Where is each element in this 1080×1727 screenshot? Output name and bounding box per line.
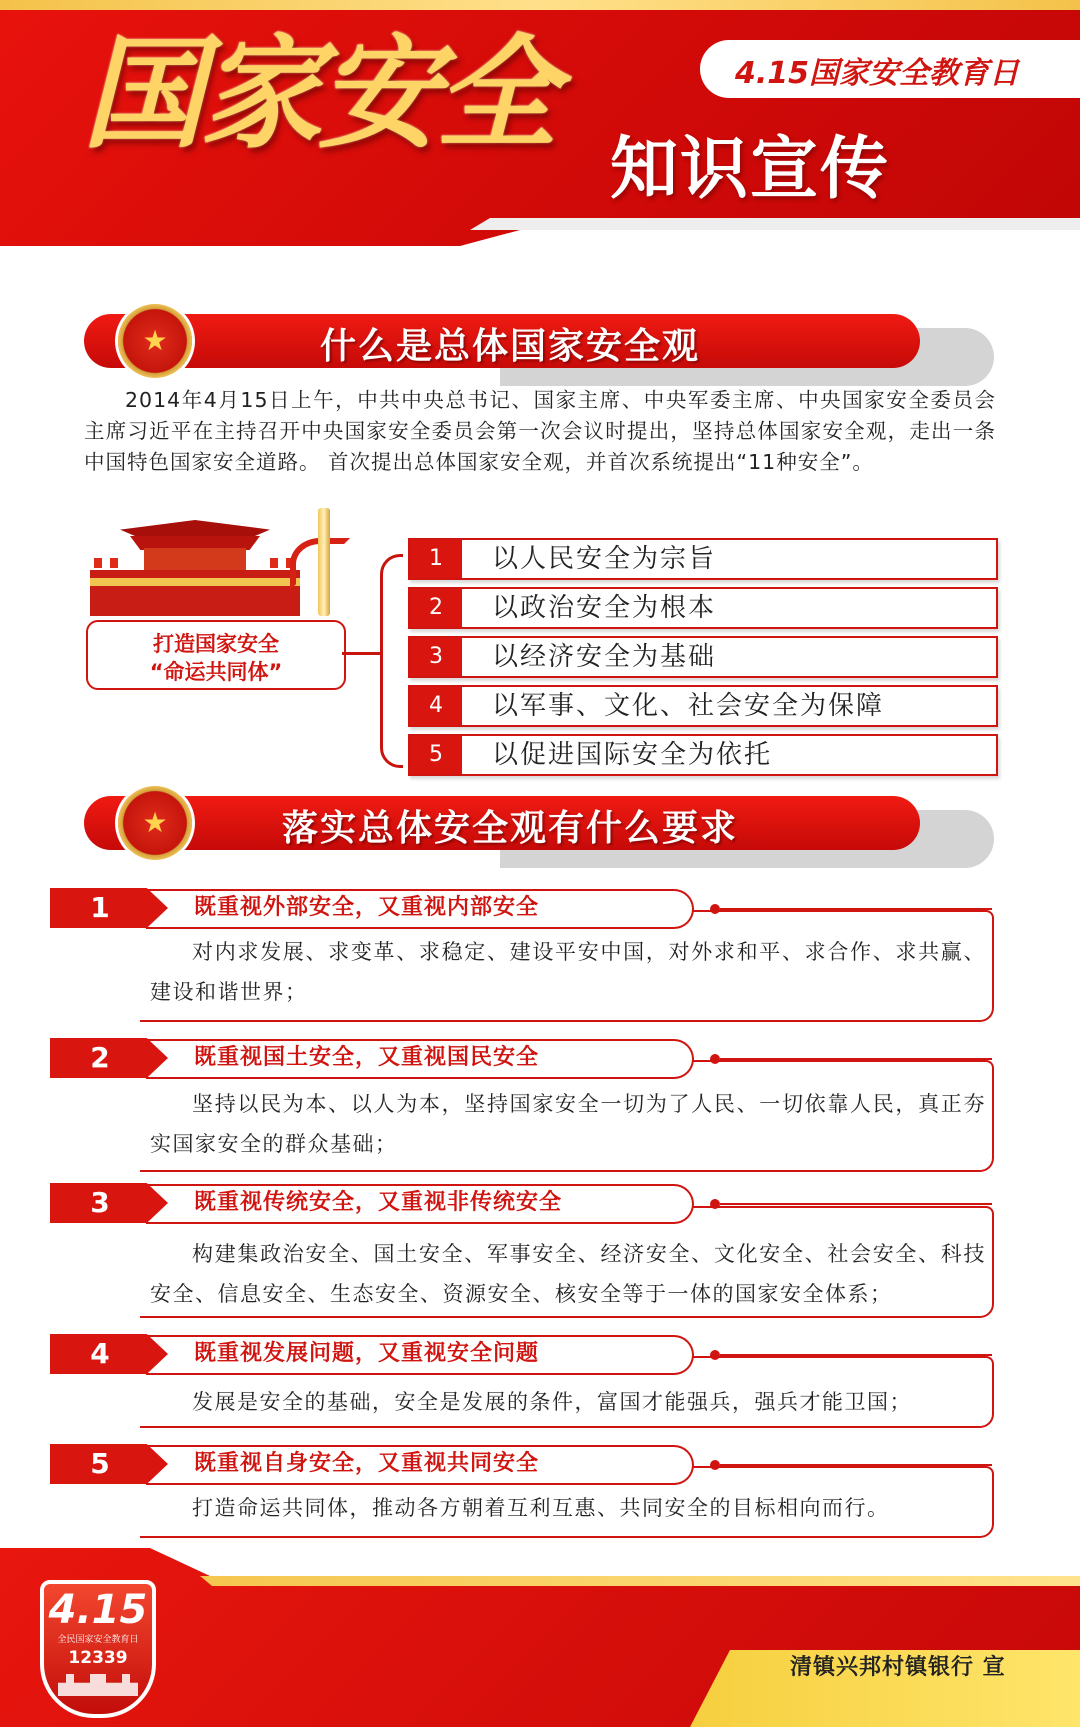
flag-icon bbox=[270, 558, 278, 568]
day-badge-text: 4.15国家安全教育日 bbox=[735, 56, 1020, 91]
section2-title: 落实总体安全观有什么要求 bbox=[282, 808, 739, 849]
main-title: 国家安全 bbox=[82, 21, 554, 165]
requirement-title: 既重视传统安全，又重视非传统安全 bbox=[194, 1190, 563, 1215]
connector-line bbox=[342, 652, 382, 655]
tiananmen-wall bbox=[90, 570, 300, 616]
intro-paragraph: 2014年4月15日上午，中共中央总书记、国家主席、中央军委主席、中央国家安全委员会主席习近平在主持召开中央国家安全委员会第一次会议时提出，坚持总体国家安全观，走出一条中国特色国家安全道路。 首次提出总体国家安全观，并首次系统提出“11种安全”。 bbox=[84, 388, 996, 474]
footer-banner bbox=[0, 1548, 1080, 1727]
requirement-title: 既重视国土安全，又重视国民安全 bbox=[194, 1045, 540, 1070]
pillar-text: 以军事、文化、社会安全为保障 bbox=[492, 691, 885, 721]
requirement-dot bbox=[710, 904, 720, 914]
requirement-title: 既重视外部安全，又重视内部安全 bbox=[194, 895, 540, 920]
requirement-body: 发展是安全的基础，安全是发展的条件，富国才能强兵，强兵才能卫国； bbox=[192, 1390, 912, 1414]
requirement-body: 对内求发展、求变革、求稳定、建设平安中国，对外求和平、求合作、求共赢、建设和谐世界； bbox=[150, 940, 986, 1004]
section1-title: 什么是总体国家安全观 bbox=[320, 326, 701, 367]
pillar-text: 以促进国际安全为依托 bbox=[492, 740, 773, 770]
brace-bracket bbox=[380, 554, 403, 768]
header-banner bbox=[0, 0, 1080, 268]
pillar-text: 以政治安全为根本 bbox=[492, 593, 717, 623]
unity-line2: “命运共同体” bbox=[149, 660, 283, 684]
requirement-number: 3 bbox=[90, 1186, 110, 1219]
requirement-number: 1 bbox=[90, 891, 110, 924]
requirement-dot bbox=[710, 1054, 720, 1064]
pillar-text: 以人民安全为宗旨 bbox=[492, 544, 717, 574]
unity-line1: 打造国家安全 bbox=[153, 632, 279, 656]
shield-hotline: 12339 bbox=[68, 1648, 128, 1668]
pillar-number: 5 bbox=[410, 736, 462, 774]
tiananmen-wall-band bbox=[90, 578, 300, 586]
requirement-number: 5 bbox=[90, 1447, 110, 1480]
requirement-number: 2 bbox=[90, 1041, 110, 1074]
huabiao-pillar bbox=[318, 508, 330, 616]
tiananmen-hall bbox=[144, 548, 246, 572]
requirement-body: 构建集政治安全、国土安全、军事安全、经济安全、文化安全、社会安全、科技安全、信息安全、生态安全、资源安全、核安全等于一体的国家安全体系； bbox=[150, 1242, 986, 1306]
pillar-item bbox=[408, 685, 998, 727]
requirement-body: 打造命运共同体，推动各方朝着互利互惠、共同安全的目标相向而行。 bbox=[192, 1496, 890, 1520]
pillar-text: 以经济安全为基础 bbox=[492, 642, 717, 672]
national-emblem-icon: ★ bbox=[118, 786, 192, 860]
header-gold-stripe bbox=[0, 0, 1080, 10]
unity-box bbox=[86, 620, 346, 690]
footer-gold-stripe bbox=[200, 1576, 1080, 1586]
national-emblem-icon: ★ bbox=[118, 304, 192, 378]
education-day-shield-logo bbox=[40, 1580, 156, 1718]
shield-caption: 全民国家安全教育日 bbox=[57, 1635, 139, 1645]
requirement-dot bbox=[710, 1350, 720, 1360]
requirement-connector bbox=[720, 908, 992, 910]
pillar-item bbox=[408, 636, 998, 678]
requirement-connector bbox=[720, 1464, 992, 1466]
requirement-number: 4 bbox=[90, 1337, 110, 1370]
pillar-number: 3 bbox=[410, 638, 462, 676]
requirement-connector bbox=[720, 1354, 992, 1356]
pillar-item bbox=[408, 538, 998, 580]
pillar-item bbox=[408, 734, 998, 776]
pillar-item bbox=[408, 587, 998, 629]
footer-white-wedge bbox=[150, 1548, 1080, 1576]
requirement-dot bbox=[710, 1199, 720, 1209]
shield-date: 4.15 bbox=[48, 1587, 148, 1633]
tiananmen-upper-roof bbox=[120, 520, 270, 536]
pillar-number: 2 bbox=[410, 589, 462, 627]
pillar-number: 1 bbox=[410, 540, 462, 578]
requirement-body: 坚持以民为本、以人为本，坚持国家安全一切为了人民、一切依靠人民，真正夯实国家安全的群众基础； bbox=[150, 1092, 986, 1156]
tiananmen-illustration bbox=[90, 508, 350, 618]
footer-credit: 清镇兴邦村镇银行 宣 bbox=[790, 1655, 1006, 1680]
great-wall-icon bbox=[58, 1674, 138, 1696]
requirement-dot bbox=[710, 1460, 720, 1470]
requirement-title: 既重视自身安全，又重视共同安全 bbox=[194, 1451, 540, 1476]
flag-icon bbox=[94, 558, 102, 568]
sub-title: 知识宣传 bbox=[610, 130, 891, 209]
pillar-number: 4 bbox=[410, 687, 462, 725]
header-gray-stripe bbox=[470, 218, 1080, 230]
requirement-title: 既重视发展问题，又重视安全问题 bbox=[194, 1341, 540, 1366]
flag-icon bbox=[110, 558, 118, 568]
requirement-connector bbox=[720, 1203, 992, 1205]
requirement-connector bbox=[720, 1058, 992, 1060]
